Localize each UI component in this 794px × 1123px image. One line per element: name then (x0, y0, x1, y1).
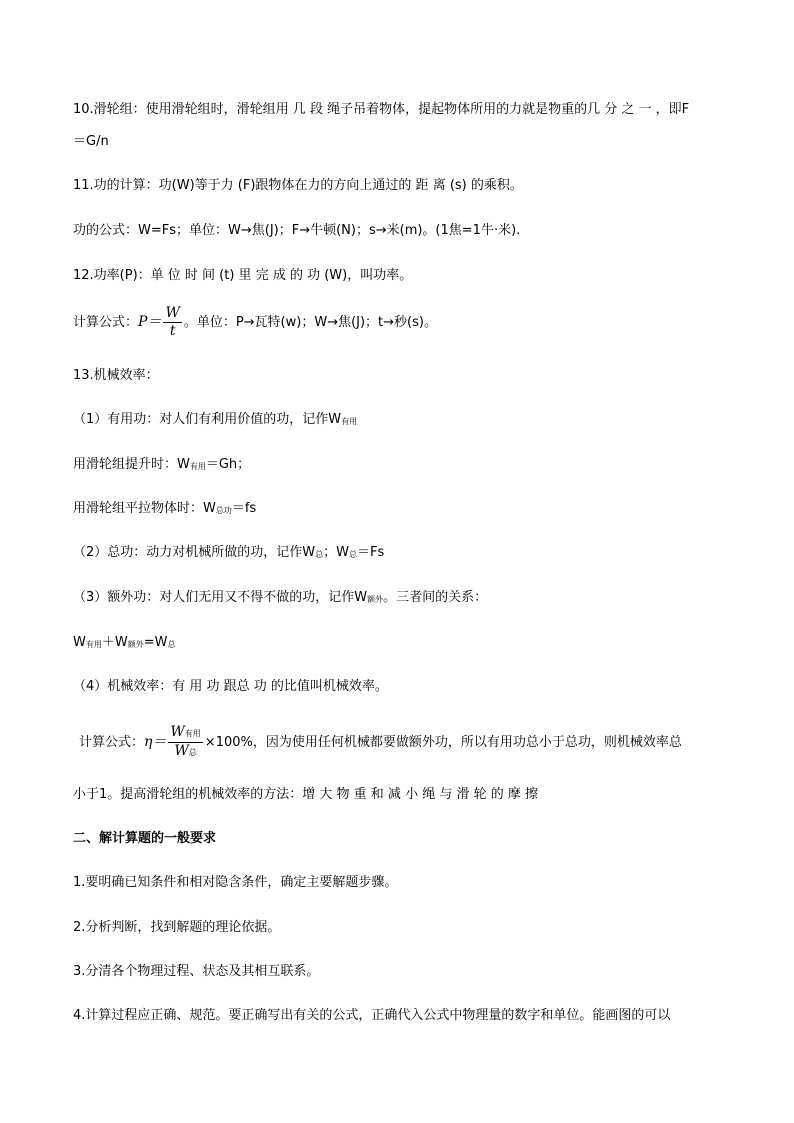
eta-symbol: η＝ (144, 734, 167, 750)
subscript: 总功 (215, 506, 232, 515)
power-fraction (163, 305, 181, 340)
useful-work-text: （1）有用功：对人们有利用价值的功，记作W (73, 412, 342, 427)
text-line-11: 11.功的计算：功(W)等于力 (F)跟物体在力的方向上通过的 距 离 (s) 的乘积。 (73, 178, 523, 193)
subscript: 有用 (85, 640, 102, 649)
pulley-pull-text: 用滑轮组平拉物体时：W (73, 501, 216, 516)
fraction-numerator: W有用 (168, 724, 202, 743)
subscript: 总 (349, 550, 357, 559)
requirement-2: 2.分析判断，找到解题的理论依据。 (73, 920, 281, 935)
pulley-lift-line (73, 455, 250, 477)
subscript: 总 (167, 640, 176, 649)
efficiency-definition-line: （4）机械效率：有 用 功 跟总 功 的比值叫机械效率。 (73, 679, 388, 694)
pulley-lift-text: 用滑轮组提升时：W (73, 457, 190, 472)
extra-work-line (73, 588, 487, 610)
relation-term: ＋W (101, 635, 128, 650)
total-work-line (73, 543, 384, 565)
subscript: 额外 (127, 640, 144, 649)
requirement-3: 3.分清各个物理过程、状态及其相互联系。 (73, 964, 320, 979)
text-line-10a: 10.滑轮组：使用滑轮组时，滑轮组用 几 段 绳子吊着物体，提起物体所用的力就是物重的几 分 之 一 ，即F (73, 102, 690, 117)
text-line-11b: 功的公式：W=Fs；单位：W→焦(J)；F→牛顿(N)；s→米(m)。(1焦=1牛·米). (73, 223, 521, 238)
efficiency-formula-line (79, 720, 682, 765)
requirement-4: 4.计算过程应正确、规范。要正确写出有关的公式，正确代入公式中物理量的数字和单位。能画图的可以 (73, 1008, 671, 1023)
formula-label: 计算公式： (73, 315, 139, 330)
relation-term: W (73, 635, 86, 650)
efficiency-explanation: ×100%，因为使用任何机械都要做额外功，所以有用功总小于总功，则机械效率总 (204, 735, 682, 750)
work-relation-line (73, 633, 175, 655)
subscript: 总 (315, 550, 324, 559)
power-symbol: P＝ (138, 314, 162, 330)
useful-work-line (73, 410, 357, 432)
extra-work-relation: 。三者间的关系： (383, 590, 488, 605)
text-line-10b: ＝G/n (73, 134, 109, 149)
fraction-denominator: W总 (174, 743, 197, 759)
efficiency-fraction (168, 724, 202, 761)
pulley-pull-line (73, 499, 256, 521)
relation-term: =W (143, 635, 168, 650)
pulley-pull-formula: ＝fs (231, 501, 257, 516)
text-line-13: 13.机械效率： (73, 368, 159, 383)
section-heading: 二、解计算题的一般要求 (73, 831, 217, 846)
subscript: 有用 (341, 417, 358, 426)
pulley-lift-formula: ＝Gh； (205, 457, 251, 472)
efficiency-conclusion-line: 小于1。提高滑轮组的机械效率的方法：增 大 物 重 和 减 小 绳 与 滑 轮 的 摩 擦 (73, 787, 538, 802)
fraction-numerator: W (165, 305, 180, 321)
total-work-mid: ；W (323, 545, 349, 560)
extra-work-text: （3）额外功：对人们无用又不得不做的功，记作W (73, 590, 368, 605)
total-work-formula: ＝Fs (357, 545, 385, 560)
fraction-denominator: t (169, 323, 176, 339)
text-line-12: 12.功率(P)：单 位 时 间 (t) 里 完 成 的 功 (W)，叫功率。 (73, 268, 413, 283)
subscript: 有用 (189, 462, 206, 471)
power-units: 。单位：P→瓦特(w)；W→焦(J)；t→秒(s)。 (183, 315, 437, 330)
formula-label: 计算公式： (79, 735, 145, 750)
subscript: 额外 (367, 595, 384, 604)
requirement-1: 1.要明确已知条件和相对隐含条件，确定主要解题步骤。 (73, 875, 398, 890)
total-work-text: （2）总功：动力对机械所做的功，记作W (73, 545, 316, 560)
power-formula-line (73, 303, 437, 342)
